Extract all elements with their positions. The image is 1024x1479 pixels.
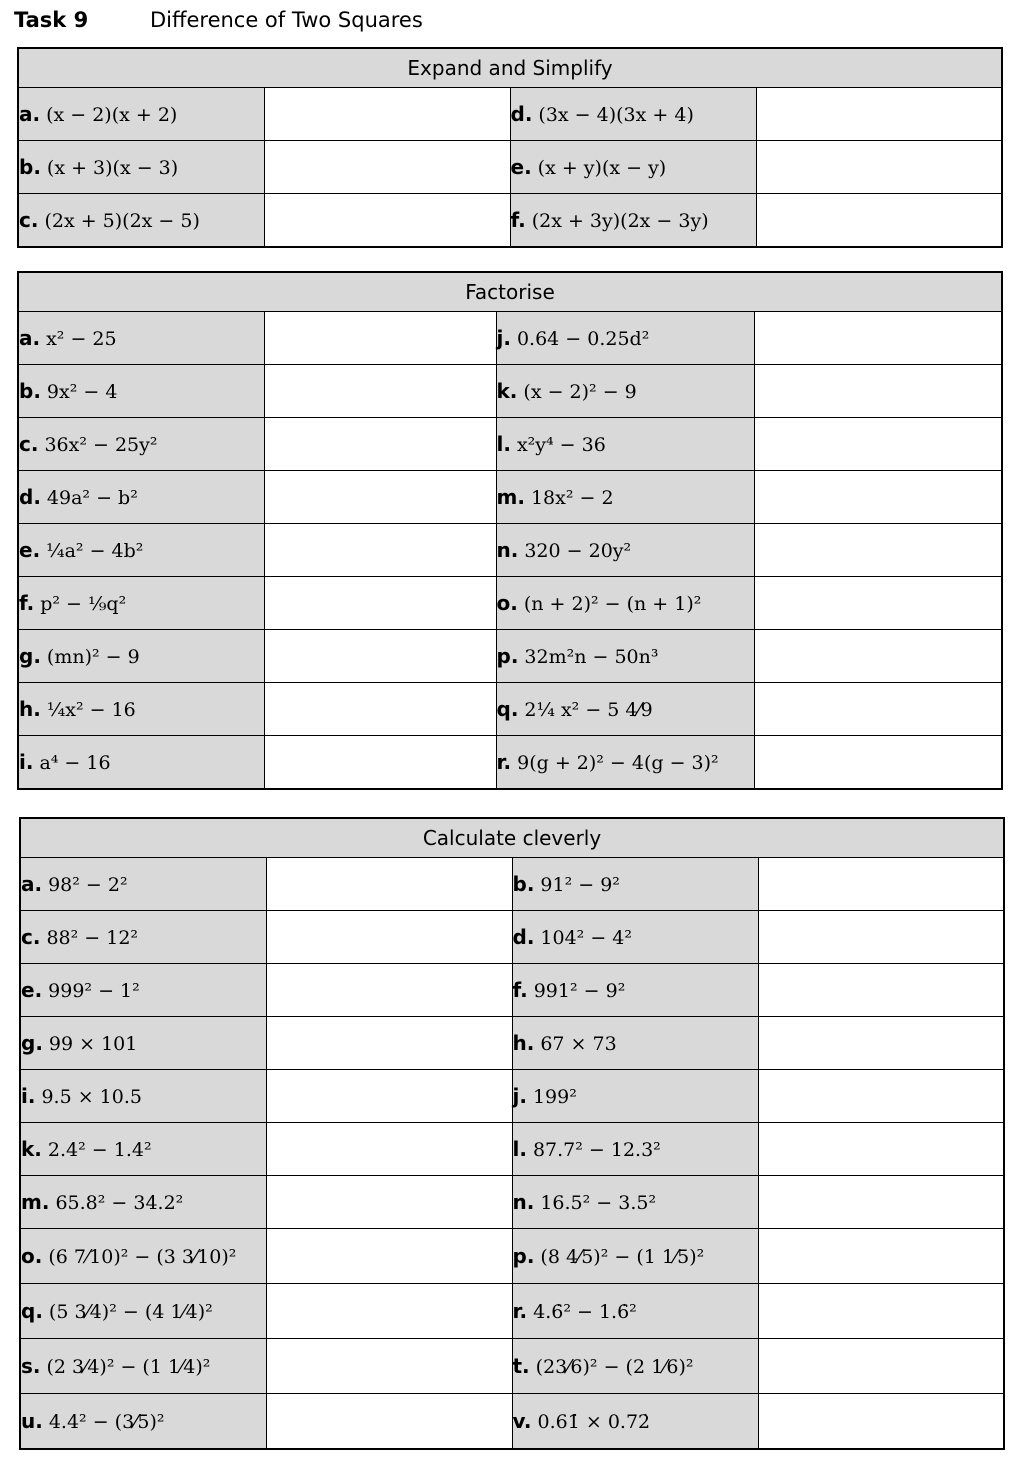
question-expression: 32m²n − 50n³ <box>524 646 659 668</box>
question-expression: (23⁄6)² − (2 1⁄6)² <box>535 1356 694 1378</box>
table-row <box>18 365 1002 418</box>
answer-box[interactable] <box>264 194 510 248</box>
table-row <box>20 1070 1004 1123</box>
question-expression: (3x − 4)(3x + 4) <box>538 104 694 126</box>
question-label: d. <box>512 925 535 949</box>
table-row <box>18 577 1002 630</box>
question-label: m. <box>21 1190 50 1214</box>
question-label: s. <box>21 1354 41 1378</box>
question-label: n. <box>496 538 519 562</box>
question-label: u. <box>21 1409 43 1433</box>
question-cell <box>20 1229 266 1284</box>
answer-box[interactable] <box>754 683 1002 736</box>
question-expression: 320 − 20y² <box>524 540 632 562</box>
question-expression: (x − 2)² − 9 <box>523 381 637 403</box>
table-row <box>20 911 1004 964</box>
question-cell <box>512 1070 758 1123</box>
answer-box[interactable] <box>758 858 1004 911</box>
question-label: j. <box>512 1084 527 1108</box>
answer-box[interactable] <box>266 1070 512 1123</box>
question-label: h. <box>19 697 41 721</box>
question-expression: (6 7⁄10)² − (3 3⁄10)² <box>48 1246 237 1268</box>
answer-box[interactable] <box>754 418 1002 471</box>
answer-box[interactable] <box>264 524 496 577</box>
question-cell <box>512 911 758 964</box>
question-cell <box>20 1176 266 1229</box>
question-cell <box>18 471 264 524</box>
question-expression: 87.7² − 12.3² <box>532 1139 661 1161</box>
question-label: i. <box>21 1084 36 1108</box>
answer-box[interactable] <box>266 1229 512 1284</box>
question-expression: ¼a² − 4b² <box>46 540 144 562</box>
answer-box[interactable] <box>266 1017 512 1070</box>
answer-box[interactable] <box>758 911 1004 964</box>
question-expression: x² − 25 <box>46 328 117 350</box>
question-label: d. <box>19 485 41 509</box>
question-cell <box>496 312 754 365</box>
question-label: f. <box>19 591 35 615</box>
question-cell <box>18 577 264 630</box>
question-expression: 16.5² − 3.5² <box>540 1192 657 1214</box>
answer-box[interactable] <box>264 683 496 736</box>
question-cell <box>512 1339 758 1394</box>
question-label: e. <box>21 978 43 1002</box>
question-label: r. <box>512 1299 528 1323</box>
question-cell <box>510 88 756 141</box>
table-row <box>20 1394 1004 1450</box>
table-row <box>18 141 1002 194</box>
question-cell <box>18 365 264 418</box>
question-expression: 65.8² − 34.2² <box>55 1192 184 1214</box>
question-cell <box>496 524 754 577</box>
question-expression: (2x + 5)(2x − 5) <box>44 210 200 232</box>
question-expression: (x − 2)(x + 2) <box>46 104 178 126</box>
question-cell <box>496 471 754 524</box>
task-number: Task 9 <box>14 8 89 32</box>
question-label: q. <box>496 697 519 721</box>
answer-box[interactable] <box>264 365 496 418</box>
question-cell <box>496 683 754 736</box>
question-expression: 98² − 2² <box>48 874 128 896</box>
answer-box[interactable] <box>756 88 1002 141</box>
calculate-cleverly-table <box>19 817 1005 1450</box>
question-cell <box>20 1070 266 1123</box>
question-cell <box>496 736 754 790</box>
question-expression: 2¼ x² − 5 4⁄9 <box>524 699 653 721</box>
question-label: o. <box>21 1244 43 1268</box>
question-cell <box>510 141 756 194</box>
answer-box[interactable] <box>758 1070 1004 1123</box>
question-label: f. <box>510 208 526 232</box>
question-expression: 199² <box>532 1086 577 1108</box>
question-cell <box>512 1123 758 1176</box>
question-expression: x²y⁴ − 36 <box>516 434 606 456</box>
question-cell <box>512 1229 758 1284</box>
page-title: Difference of Two Squares <box>150 8 423 32</box>
question-label: m. <box>496 485 525 509</box>
question-cell <box>20 1017 266 1070</box>
table-row <box>20 964 1004 1017</box>
question-cell <box>512 1394 758 1450</box>
question-cell <box>512 858 758 911</box>
question-expression: 9(g + 2)² − 4(g − 3)² <box>517 752 719 774</box>
table-row <box>18 524 1002 577</box>
question-cell <box>20 1394 266 1450</box>
question-label: r. <box>496 750 512 774</box>
question-expression: 88² − 12² <box>46 927 139 949</box>
question-expression: 67 × 73 <box>540 1033 617 1055</box>
answer-box[interactable] <box>266 858 512 911</box>
answer-box[interactable] <box>758 1339 1004 1394</box>
question-label: l. <box>496 432 511 456</box>
question-cell <box>18 683 264 736</box>
question-label: p. <box>512 1244 535 1268</box>
question-cell <box>20 1339 266 1394</box>
question-label: t. <box>512 1354 530 1378</box>
question-cell <box>20 964 266 1017</box>
answer-box[interactable] <box>264 630 496 683</box>
factorise-table <box>17 271 1003 790</box>
question-expression: 36x² − 25y² <box>44 434 158 456</box>
table-row <box>18 683 1002 736</box>
answer-box[interactable] <box>754 312 1002 365</box>
answer-box[interactable] <box>266 1123 512 1176</box>
section-heading: Calculate cleverly <box>20 818 1004 858</box>
question-cell <box>512 1017 758 1070</box>
answer-box[interactable] <box>758 1176 1004 1229</box>
question-label: o. <box>496 591 518 615</box>
question-expression: a⁴ − 16 <box>39 752 111 774</box>
answer-box[interactable] <box>264 736 496 790</box>
table-row <box>18 312 1002 365</box>
answer-box[interactable] <box>266 964 512 1017</box>
question-cell <box>20 858 266 911</box>
question-label: b. <box>19 379 41 403</box>
answer-box[interactable] <box>756 141 1002 194</box>
answer-box[interactable] <box>754 736 1002 790</box>
question-label: h. <box>512 1031 535 1055</box>
question-label: c. <box>21 925 41 949</box>
table-row <box>20 1339 1004 1394</box>
answer-box[interactable] <box>264 577 496 630</box>
question-cell <box>496 577 754 630</box>
question-label: k. <box>21 1137 42 1161</box>
answer-box[interactable] <box>754 524 1002 577</box>
answer-box[interactable] <box>266 1394 512 1450</box>
question-expression: p² − ⅑q² <box>40 593 127 615</box>
question-cell <box>18 418 264 471</box>
question-cell <box>20 1123 266 1176</box>
question-expression: 4.4² − (3⁄5)² <box>48 1411 165 1433</box>
question-label: b. <box>512 872 535 896</box>
question-expression: (2x + 3y)(2x − 3y) <box>531 210 709 232</box>
question-expression: (2 3⁄4)² − (1 1⁄4)² <box>46 1356 211 1378</box>
question-expression: 99 × 101 <box>48 1033 138 1055</box>
question-expression: 0.64 − 0.25d² <box>516 328 650 350</box>
answer-box[interactable] <box>754 630 1002 683</box>
question-expression: (x + 3)(x − 3) <box>46 157 179 179</box>
answer-box[interactable] <box>758 1394 1004 1450</box>
question-expression: (x + y)(x − y) <box>537 157 667 179</box>
question-cell <box>18 141 264 194</box>
question-cell <box>20 911 266 964</box>
question-label: a. <box>21 872 43 896</box>
answer-box[interactable] <box>754 365 1002 418</box>
question-expression: (mn)² − 9 <box>46 646 140 668</box>
answer-box[interactable] <box>264 471 496 524</box>
answer-box[interactable] <box>264 312 496 365</box>
question-cell <box>510 194 756 248</box>
answer-box[interactable] <box>264 141 510 194</box>
question-label: g. <box>21 1031 43 1055</box>
question-label: a. <box>19 326 41 350</box>
question-label: e. <box>510 155 532 179</box>
answer-box[interactable] <box>266 1339 512 1394</box>
question-expression: (5 3⁄4)² − (4 1⁄4)² <box>48 1301 213 1323</box>
table-row <box>18 630 1002 683</box>
table-row <box>20 1017 1004 1070</box>
question-label: k. <box>496 379 518 403</box>
answer-box[interactable] <box>754 471 1002 524</box>
question-label: v. <box>512 1409 532 1433</box>
answer-box[interactable] <box>758 964 1004 1017</box>
question-cell <box>512 1284 758 1339</box>
question-cell <box>18 194 264 248</box>
expand-simplify-table <box>17 47 1003 248</box>
question-expression: 9.5 × 10.5 <box>41 1086 142 1108</box>
question-expression: ¼x² − 16 <box>46 699 136 721</box>
question-label: e. <box>19 538 41 562</box>
question-expression: 91² − 9² <box>540 874 620 896</box>
question-expression: 18x² − 2 <box>530 487 614 509</box>
question-label: q. <box>21 1299 43 1323</box>
question-label: c. <box>19 208 39 232</box>
question-cell <box>512 1176 758 1229</box>
answer-box[interactable] <box>266 1176 512 1229</box>
question-label: j. <box>496 326 511 350</box>
table-row <box>20 1284 1004 1339</box>
table-row <box>18 418 1002 471</box>
question-label: a. <box>19 102 41 126</box>
table-row <box>20 858 1004 911</box>
question-label: b. <box>19 155 41 179</box>
question-expression: 0.61̇ × 0.72̇ <box>537 1411 651 1433</box>
question-expression: 991² − 9² <box>533 980 626 1002</box>
section-heading: Expand and Simplify <box>18 48 1002 88</box>
question-expression: 2.4² − 1.4² <box>47 1139 152 1161</box>
question-expression: (n + 2)² − (n + 1)² <box>523 593 702 615</box>
question-expression: 9x² − 4 <box>46 381 118 403</box>
question-cell <box>18 736 264 790</box>
answer-box[interactable] <box>758 1017 1004 1070</box>
question-cell <box>18 630 264 683</box>
table-row <box>20 1229 1004 1284</box>
table-row <box>18 88 1002 141</box>
answer-box[interactable] <box>266 1284 512 1339</box>
section-heading: Factorise <box>18 272 1002 312</box>
answer-box[interactable] <box>754 577 1002 630</box>
question-cell <box>512 964 758 1017</box>
answer-box[interactable] <box>756 194 1002 248</box>
question-label: n. <box>512 1190 535 1214</box>
question-cell <box>496 418 754 471</box>
question-label: p. <box>496 644 519 668</box>
question-cell <box>496 630 754 683</box>
question-expression: 49a² − b² <box>46 487 138 509</box>
answer-box[interactable] <box>758 1123 1004 1176</box>
question-cell <box>496 365 754 418</box>
question-label: d. <box>510 102 533 126</box>
table-row <box>20 1123 1004 1176</box>
question-label: c. <box>19 432 39 456</box>
table-row <box>18 471 1002 524</box>
question-label: l. <box>512 1137 527 1161</box>
question-label: i. <box>19 750 34 774</box>
table-row <box>18 194 1002 248</box>
table-row <box>18 736 1002 790</box>
question-expression: 4.6̇² − 1.6̇² <box>533 1301 637 1323</box>
question-cell <box>18 312 264 365</box>
answer-box[interactable] <box>264 418 496 471</box>
answer-box[interactable] <box>758 1229 1004 1284</box>
answer-box[interactable] <box>758 1284 1004 1339</box>
question-expression: 999² − 1² <box>48 980 140 1002</box>
question-label: f. <box>512 978 528 1002</box>
table-row <box>20 1176 1004 1229</box>
question-label: g. <box>19 644 41 668</box>
answer-box[interactable] <box>266 911 512 964</box>
question-cell <box>18 88 264 141</box>
question-expression: 104² − 4² <box>540 927 633 949</box>
question-cell <box>20 1284 266 1339</box>
question-cell <box>18 524 264 577</box>
question-expression: (8 4⁄5)² − (1 1⁄5)² <box>540 1246 705 1268</box>
answer-box[interactable] <box>264 88 510 141</box>
